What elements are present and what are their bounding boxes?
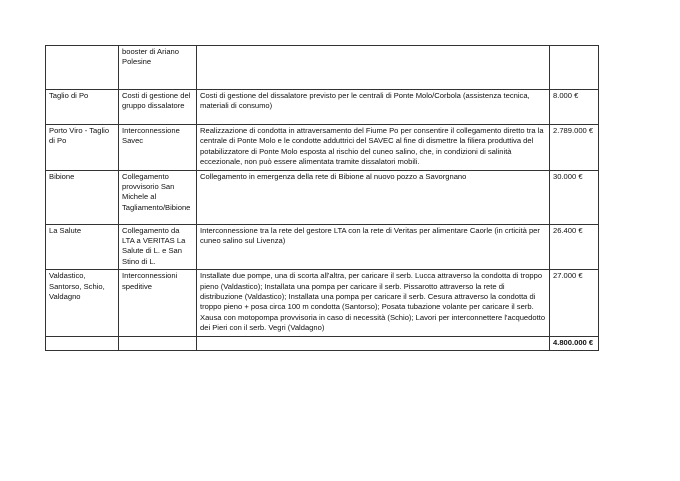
description-cell (197, 46, 550, 90)
intervention-cell: Collegamento da LTA a VERITAS La Salute di L. e San Stino di L. (119, 224, 197, 270)
amount-cell: 8.000 € (550, 90, 599, 125)
intervention-cell: Costi di gestione del gruppo dissalatore (119, 90, 197, 125)
location-cell: Bibione (46, 170, 119, 224)
location-cell: Valdastico, Santorso, Schio, Valdagno (46, 270, 119, 336)
intervention-cell: Collegamento provvisorio San Michele al Tagliamento/Bibione (119, 170, 197, 224)
table-row (46, 46, 599, 90)
description-cell: Costi di gestione del dissalatore previsto per le centrali di Ponte Molo/Corbola (assistenza tecnica, materiali di consumo) (197, 90, 550, 125)
empty-cell (46, 336, 119, 350)
description-cell: Realizzazione di condotta in attraversamento del Fiume Po per consentire il collegamento diretto tra la centrale di Ponte Molo e le condotte adduttrici del SAVEC al fine di dismettre la filiera produttiva del potabilizzatore di Ponte Molo esposta al rischio del cuneo salino, che, in condizioni di salinità eccezionale, non può essere alimentata tramite dissalatori mobili. (197, 125, 550, 171)
empty-cell (197, 336, 550, 350)
table-row (46, 170, 599, 224)
amount-cell (550, 46, 599, 90)
total-row (46, 336, 599, 350)
amount-cell: 2.789.000 € (550, 125, 599, 171)
intervention-cell: Interconnessioni speditive (119, 270, 197, 336)
location-cell: Taglio di Po (46, 90, 119, 125)
table-row (46, 224, 599, 270)
table-row (46, 90, 599, 125)
description-cell: Interconnessione tra la rete del gestore LTA con la rete di Veritas per alimentare Caorle (in crticità per cuneo salino sul Livenza) (197, 224, 550, 270)
amount-cell: 30.000 € (550, 170, 599, 224)
table-row (46, 125, 599, 171)
empty-cell (119, 336, 197, 350)
table-row (46, 270, 599, 336)
description-cell: Collegamento in emergenza della rete di Bibione al nuovo pozzo a Savorgnano (197, 170, 550, 224)
total-amount: 4.800.000 € (550, 336, 599, 350)
amount-cell: 26.400 € (550, 224, 599, 270)
intervention-cell: booster di Ariano Polesine (119, 46, 197, 90)
amount-cell: 27.000 € (550, 270, 599, 336)
intervention-cell: Interconnessione Savec (119, 125, 197, 171)
location-cell: La Salute (46, 224, 119, 270)
description-cell: Installate due pompe, una di scorta all'altra, per caricare il serb. Lucca attraverso la condotta di troppo pieno (Valdastico); Installata una pompa per caricare il serb. Pissarotto attraverso la rete di distribuzione (Valdastico); Installata una pompa per caricare il serb. Cesura attraverso la condotta di troppo pieno + posa circa 100 m condotta (Santorso); Posata tubazione volante per caricare il serb. Xausa con motopompa provvisoria in caso di necessità (Schio); Lavori per interconnettere l'acquedotto dei Pieri con il serb. Vegri (Valdagno) (197, 270, 550, 336)
intervention-costs-table (45, 45, 599, 351)
location-cell (46, 46, 119, 90)
location-cell: Porto Viro - Taglio di Po (46, 125, 119, 171)
